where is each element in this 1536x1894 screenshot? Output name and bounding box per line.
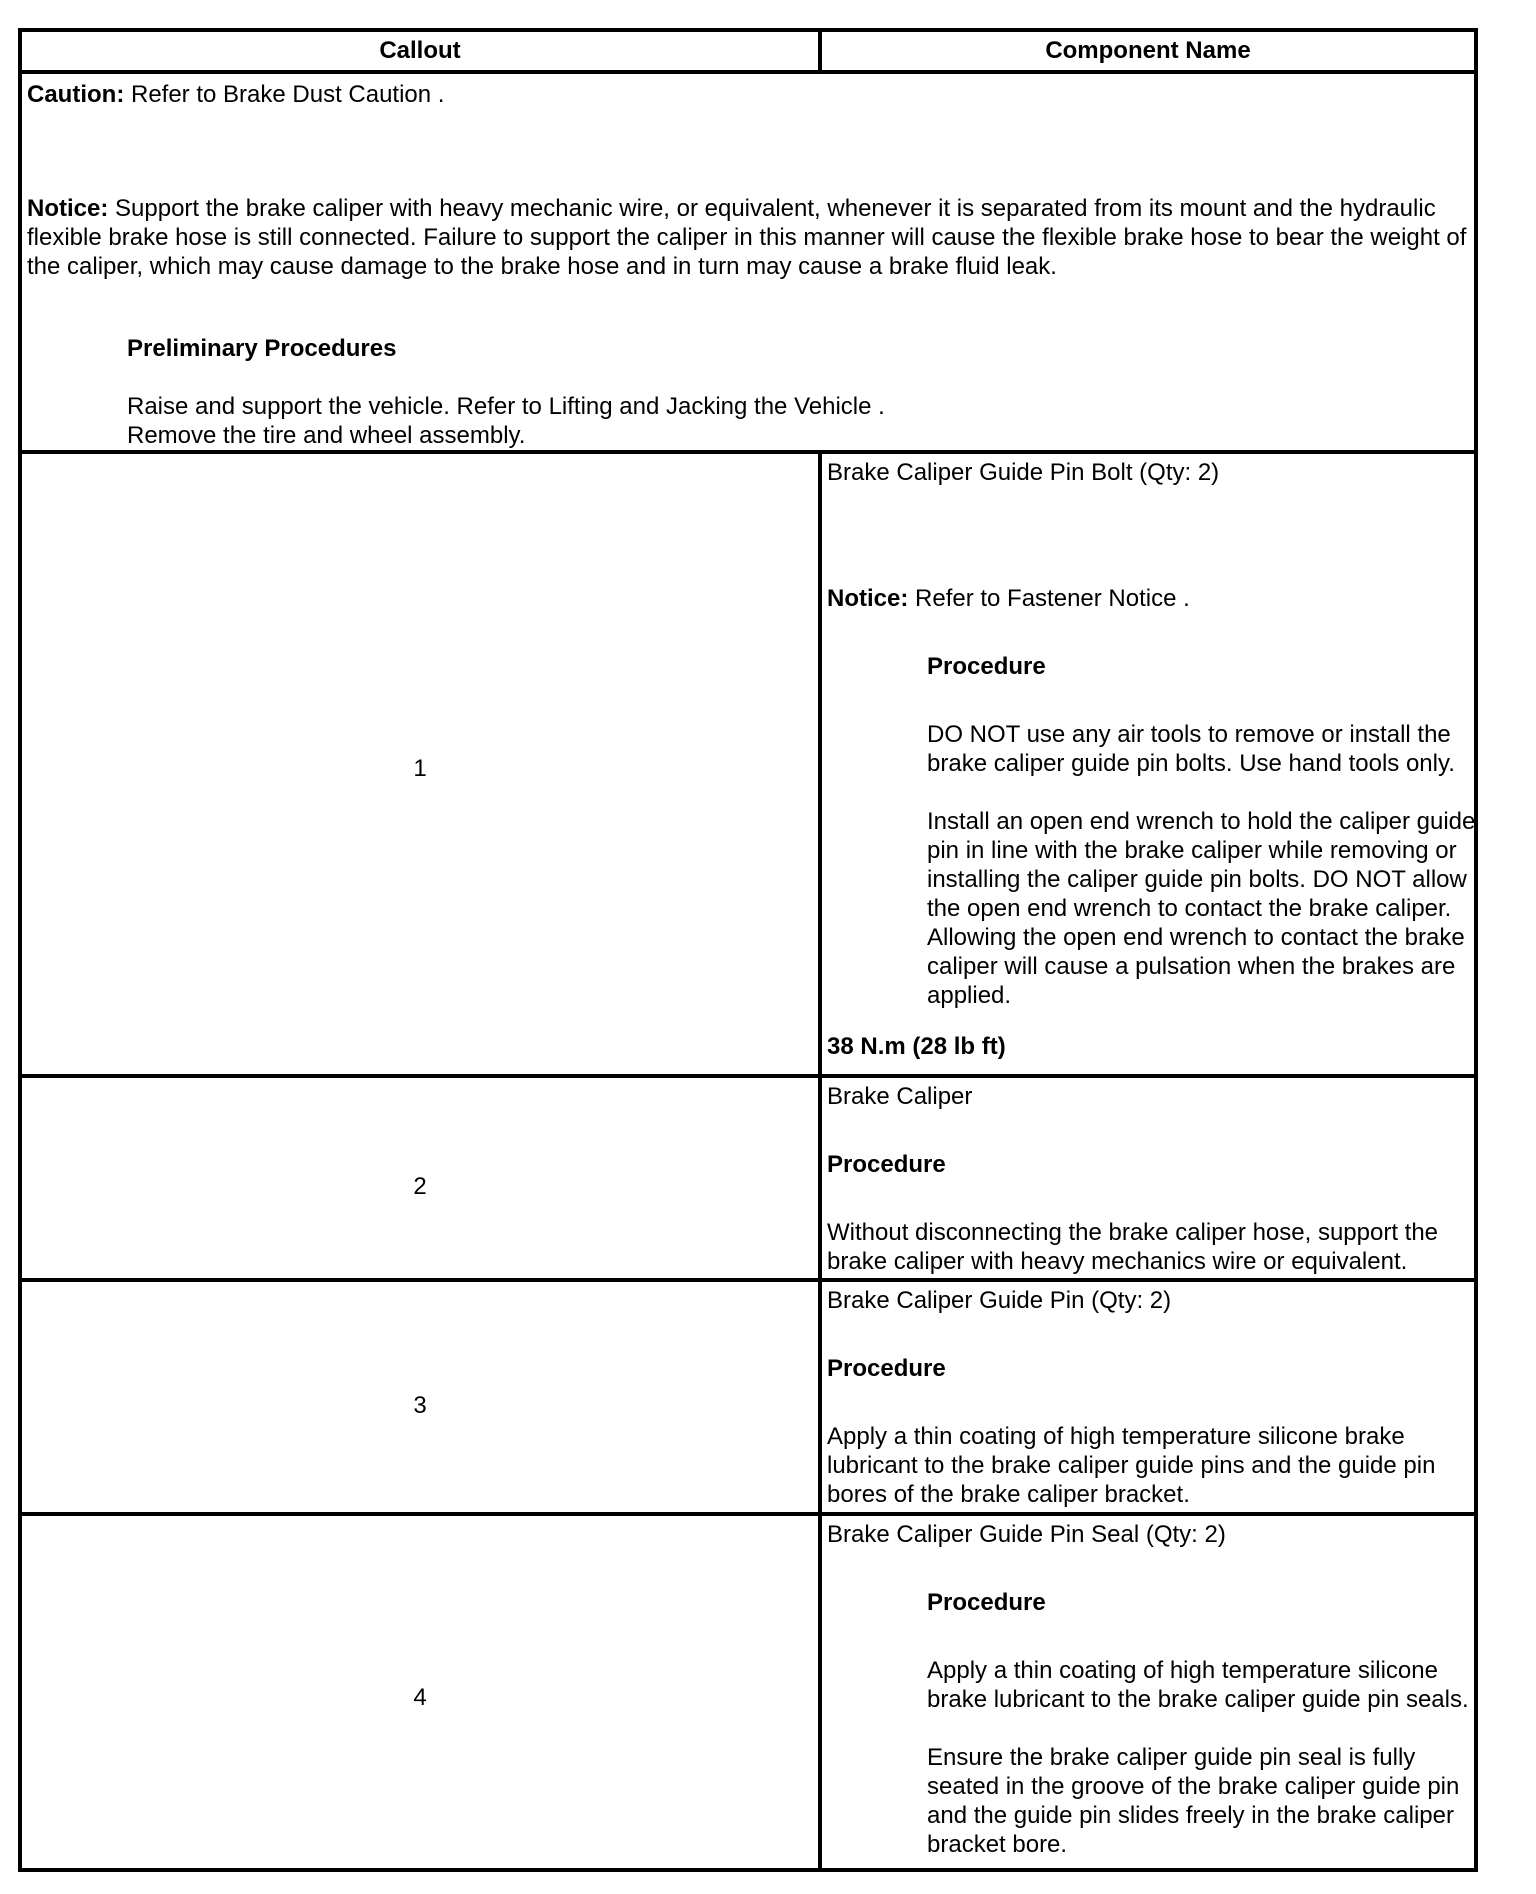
component-3-procedure-text: Apply a thin coating of high temperature silicone brake lubricant to the brake caliper guide pins and the guide pin bores of the brake caliper bracket. xyxy=(827,1423,1443,1508)
component-2-procedure-heading: Procedure xyxy=(827,1151,946,1178)
component-1-notice-text: Refer to Fastener Notice . xyxy=(908,585,1190,612)
component-2-procedure-text: Without disconnecting the brake caliper hose, support the brake caliper with heavy mechanics wire or equivalent. xyxy=(827,1219,1445,1275)
preliminary-step-1: Raise and support the vehicle. Refer to Lifting and Jacking the Vehicle . xyxy=(127,393,885,420)
header-divider xyxy=(22,70,1474,74)
row-2-divider xyxy=(22,1278,1474,1282)
intro-divider xyxy=(22,450,1474,454)
row-3-divider xyxy=(22,1512,1474,1516)
component-3-procedure-heading: Procedure xyxy=(827,1355,946,1382)
component-3-name: Brake Caliper Guide Pin (Qty: 2) xyxy=(827,1287,1172,1314)
component-1-notice-label: Notice: xyxy=(827,585,909,612)
component-4-step-1: Apply a thin coating of high temperature silicone brake lubricant to the brake caliper guide pin seals. xyxy=(927,1657,1469,1713)
component-1-name: Brake Caliper Guide Pin Bolt (Qty: 2) xyxy=(827,459,1220,486)
caution-line xyxy=(27,80,1467,109)
component-1-torque: 38 N.m (28 lb ft) xyxy=(827,1033,1006,1060)
procedure-table xyxy=(18,28,1483,1872)
row-1-divider xyxy=(22,1074,1474,1078)
component-4-step-2: Ensure the brake caliper guide pin seal is fully seated in the groove of the brake caliper guide pin and the guide pin slides freely in the brake caliper bracket bore. xyxy=(927,1744,1467,1858)
component-1-step-1: DO NOT use any air tools to remove or install the brake caliper guide pin bolts. Use hand tools only. xyxy=(927,721,1458,777)
callout-4: 4 xyxy=(413,1684,427,1711)
caution-label: Caution: xyxy=(27,81,125,108)
component-4-procedure-heading: Procedure xyxy=(927,1589,1046,1616)
component-1-step-2: Install an open end wrench to hold the caliper guide pin in line with the brake caliper while removing or installing the caliper guide pin bolts. DO NOT allow the open end wrench to contact the brake caliper. Allowing the open end wrench to contact the brake caliper will cause a pulsation when the brakes are applied. xyxy=(927,808,1483,1009)
callout-2: 2 xyxy=(413,1173,427,1200)
notice-label: Notice: xyxy=(27,195,109,222)
body-column-divider xyxy=(818,450,822,1872)
component-1-notice xyxy=(827,584,1472,613)
notice-text: Support the brake caliper with heavy mechanic wire, or equivalent, whenever it is separated from its mount and the hydraulic flexible brake hose is still connected. Failure to support the caliper in this manner will cause the flexible brake hose to bear the weight of the caliper, which may cause damage to the brake hose and in turn may cause a brake fluid leak. xyxy=(27,195,1474,280)
header-component-name: Component Name xyxy=(1045,37,1251,64)
caution-text: Refer to Brake Dust Caution . xyxy=(124,81,445,108)
component-2-name: Brake Caliper xyxy=(827,1083,973,1110)
header-callout: Callout xyxy=(379,37,461,64)
component-1-procedure-heading: Procedure xyxy=(927,653,1046,680)
preliminary-heading: Preliminary Procedures xyxy=(127,335,397,362)
callout-1: 1 xyxy=(413,755,427,782)
callout-3: 3 xyxy=(413,1392,427,1419)
notice-paragraph xyxy=(27,194,1474,281)
component-4-name: Brake Caliper Guide Pin Seal (Qty: 2) xyxy=(827,1521,1226,1548)
preliminary-step-2: Remove the tire and wheel assembly. xyxy=(127,422,526,449)
